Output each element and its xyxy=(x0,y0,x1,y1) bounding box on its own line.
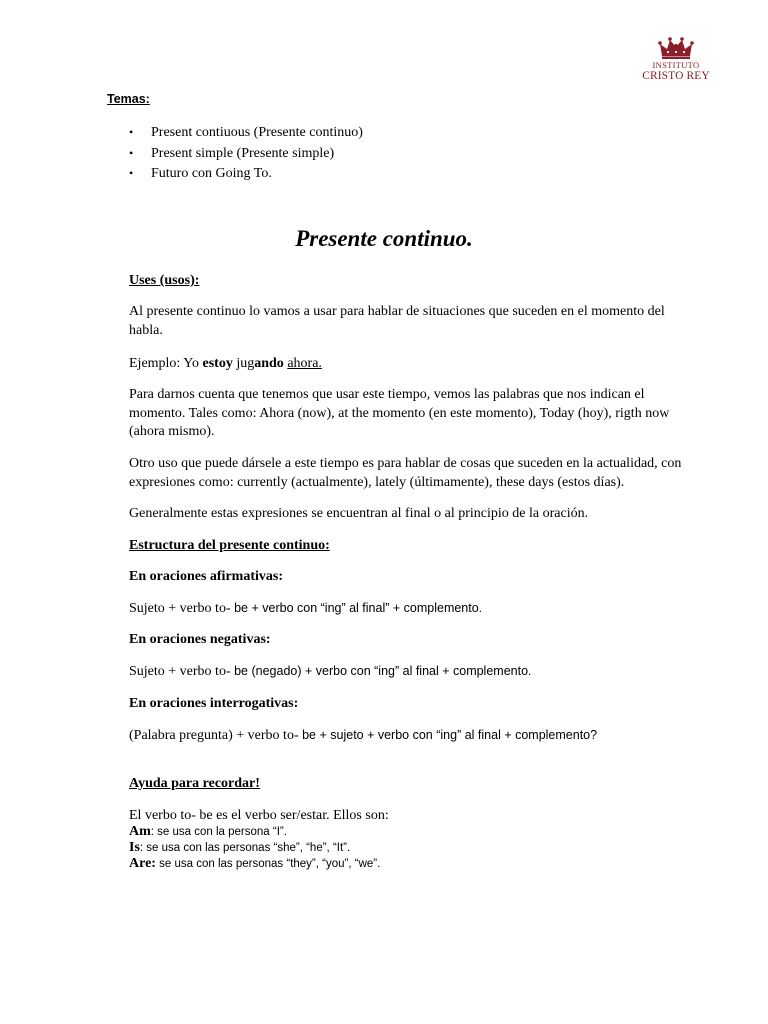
example-jug: jug xyxy=(236,356,255,371)
topic-text: Present contiuous (Presente continuo) xyxy=(151,125,363,140)
example-prefix: Ejemplo: Yo xyxy=(129,356,203,371)
logo-text-instituto: INSTITUTO xyxy=(652,60,700,70)
negative-part1: Sujeto + verbo to- xyxy=(129,664,235,679)
negative-part2: be (negado) + verbo con “ing” al final + complemento xyxy=(234,664,529,678)
uses-paragraph-4: Generalmente estas expresiones se encuentran al final o al principio de la oración. xyxy=(129,506,589,521)
interrogative-formula xyxy=(129,728,597,744)
uses-paragraph-1: Al presente continuo lo vamos a usar para hablar de situaciones que suceden en el momento del habla. xyxy=(129,304,665,338)
example-ando: ando xyxy=(254,356,284,371)
affirmative-part2: be + verbo con “ing” al final” + complemento xyxy=(234,601,479,615)
reminder-heading: Ayuda para recordar! xyxy=(129,776,260,791)
crown-icon xyxy=(656,36,696,60)
bullet-icon: • xyxy=(129,125,134,139)
am-label: Am xyxy=(129,824,151,839)
am-text: : se usa con la persona “I”. xyxy=(150,826,287,838)
affirmative-label: En oraciones afirmativas: xyxy=(129,569,283,584)
affirmative-part1: Sujeto + verbo to- xyxy=(129,601,235,616)
interrogative-part2: be + sujeto + verbo con “ing” al final + complemento? xyxy=(302,728,598,742)
topic-text: Futuro con Going To. xyxy=(151,166,272,181)
example-sentence xyxy=(129,355,689,374)
uses-paragraph-3: Otro uso que puede dársele a este tiempo es para hablar de cosas que suceden en la actualidad, con expresiones como: currently (actualmente), lately (últimamente), these days (estos días). xyxy=(129,456,682,490)
is-label: Is xyxy=(129,840,140,855)
topics-list xyxy=(129,124,363,186)
is-text: : se usa con las personas “she”, “he”, “It”. xyxy=(139,842,351,854)
page-title: Presente continuo. xyxy=(295,226,473,251)
affirmative-formula xyxy=(129,601,482,617)
interrogative-part1: (Palabra pregunta) + verbo to- xyxy=(129,728,303,743)
are-label: Are: xyxy=(129,856,156,871)
reminder-are-line xyxy=(129,856,380,872)
reminder-am-line xyxy=(129,824,287,840)
are-text: se usa con las personas “they”, “you”, “we”. xyxy=(155,858,381,870)
uses-paragraph-2: Para darnos cuenta que tenemos que usar este tiempo, vemos las palabras que nos indican el momento. Tales como: Ahora (now), at the momento (en este momento), Today (hoy), rigth now (ahora mismo). xyxy=(129,387,670,439)
topic-item xyxy=(129,165,363,186)
logo-text-cristo-rey: CRISTO REY xyxy=(642,70,710,82)
topic-item xyxy=(129,124,363,145)
uses-heading: Uses (usos): xyxy=(129,273,200,288)
example-estoy: estoy xyxy=(202,356,233,371)
institution-logo xyxy=(636,36,716,96)
bullet-icon: • xyxy=(129,145,134,160)
reminder-is-line xyxy=(129,840,350,856)
structure-heading: Estructura del presente continuo: xyxy=(129,538,330,553)
negative-end: . xyxy=(528,666,532,678)
negative-label: En oraciones negativas: xyxy=(129,632,271,647)
topic-item xyxy=(129,145,363,166)
example-ahora: ahora. xyxy=(287,356,322,371)
reminder-intro: El verbo to- be es el verbo ser/estar. Ellos son: xyxy=(129,808,389,823)
topics-label: Temas: xyxy=(107,92,150,106)
interrogative-label: En oraciones interrogativas: xyxy=(129,696,299,711)
negative-formula xyxy=(129,664,531,680)
affirmative-end: . xyxy=(478,603,482,615)
topic-text: Present simple (Presente simple) xyxy=(151,145,335,161)
bullet-icon: • xyxy=(129,166,134,180)
